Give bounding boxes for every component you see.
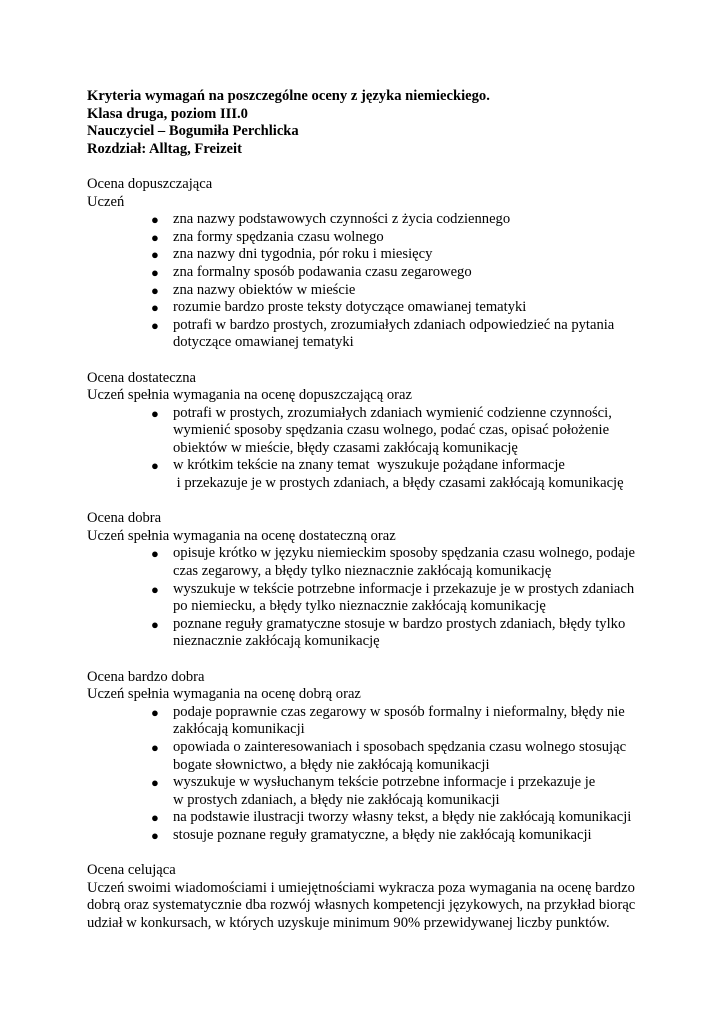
bullet-icon: ● [151,704,159,720]
section-intro: Uczeń spełnia wymagania na ocenę dobrą oraz [87,686,361,703]
criteria-item [87,545,647,580]
criteria-item [87,229,647,247]
criteria-item [87,282,647,300]
section-title: Ocena dostateczna [87,369,196,386]
criteria-item-line: zakłócają komunikacji [173,721,305,738]
document-header [87,88,647,158]
teacher-name: Nauczyciel – Bogumiła Perchlicka [87,123,299,140]
criteria-item-line: opisuje krótko w języku niemieckim sposoby spędzania czasu wolnego, podaje [173,545,636,562]
criteria-item [87,827,647,845]
criteria-item-line: zna nazwy dni tygodnia, pór roku i miesięcy [173,246,433,263]
grade-section [87,370,647,493]
criteria-item [87,739,647,774]
bullet-icon: ● [151,212,159,228]
criteria-item [87,246,647,264]
criteria-item [87,774,647,809]
bullet-icon: ● [151,282,159,298]
grade-section [87,176,647,352]
bullet-icon: ● [151,229,159,245]
section-intro: Uczeń [87,193,125,210]
criteria-item-line: w prostych zdaniach, a błędy nie zakłócają komunikacji [173,791,500,808]
criteria-item [87,704,647,739]
criteria-item [87,317,647,352]
criteria-item-line: dotyczące omawianej tematyki [173,334,354,351]
criteria-item-line: rozumie bardzo proste teksty dotyczące omawianej tematyki [173,299,527,316]
criteria-item-line: nieznacznie zakłócają komunikację [173,633,380,650]
bullet-icon: ● [151,247,159,263]
criteria-item-line: zna formy spędzania czasu wolnego [173,228,384,245]
grade-section [87,510,647,651]
grade-section [87,669,647,845]
grade-section-celujaca [87,862,647,932]
section-title: Ocena dopuszczająca [87,175,213,192]
bullet-icon: ● [151,581,159,597]
criteria-item-line: wyszukuje w tekście potrzebne informacje i przekazuje je w prostych zdaniach [173,580,635,597]
section-title: Ocena celująca [87,862,176,879]
criteria-item-line: bogate słownictwo, a błędy nie zakłócają komunikacji [173,756,490,773]
bullet-icon: ● [151,405,159,421]
criteria-item-line: zna nazwy podstawowych czynności z życia codziennego [173,211,511,228]
criteria-item [87,405,647,458]
criteria-item-line: po niemiecku, a błędy tylko nieznacznie zakłócają komunikację [173,598,546,615]
chapter-title: Rozdział: Alltag, Freizeit [87,140,242,157]
criteria-item-line: poznane reguły gramatyczne stosuje w bardzo prostych zdaniach, błędy tylko [173,615,626,632]
paragraph-line: Uczeń swoimi wiadomościami i umiejętnościami wykracza poza wymagania na ocenę bardzo [87,879,635,896]
bullet-icon: ● [151,810,159,826]
criteria-item [87,809,647,827]
bullet-icon: ● [151,317,159,333]
criteria-item-line: czas zegarowy, a błędy tylko nieznacznie zakłócają komunikację [173,563,552,580]
criteria-item-line: zna formalny sposób podawania czasu zegarowego [173,263,472,280]
bullet-icon: ● [151,458,159,474]
bullet-icon: ● [151,775,159,791]
document-title: Kryteria wymagań na poszczególne oceny z języka niemieckiego. [87,88,490,104]
document-page [87,88,647,933]
criteria-item [87,581,647,616]
section-title: Ocena bardzo dobra [87,668,205,685]
grade-sections [87,176,647,845]
bullet-icon: ● [151,739,159,755]
bullet-icon: ● [151,616,159,632]
section-title: Ocena dobra [87,510,162,527]
criteria-item-line: zna nazwy obiektów w mieście [173,281,356,298]
section-intro: Uczeń spełnia wymagania na ocenę dopuszczającą oraz [87,387,412,404]
criteria-list [87,211,647,352]
section-intro: Uczeń spełnia wymagania na ocenę dostateczną oraz [87,527,396,544]
paragraph-line: dobrą oraz systematycznie dba rozwój własnych kompetencji językowych, na przykład biorąc [87,897,636,914]
criteria-item-line: wymienić sposoby spędzania czasu wolnego, podać czas, opisać położenie [173,422,610,439]
bullet-icon: ● [151,827,159,843]
criteria-item-line: stosuje poznane reguły gramatyczne, a błędy nie zakłócają komunikacji [173,826,592,843]
criteria-item-line: i przekazuje je w prostych zdaniach, a błędy czasami zakłócają komunikację [173,475,624,492]
criteria-item-line: potrafi w prostych, zrozumiałych zdaniach wymienić codzienne czynności, [173,404,612,421]
criteria-item-line: na podstawie ilustracji tworzy własny tekst, a błędy nie zakłócają komunikacji [173,809,632,826]
criteria-item [87,211,647,229]
criteria-list [87,545,647,651]
bullet-icon: ● [151,264,159,280]
criteria-item [87,457,647,492]
criteria-item-line: obiektów w mieście, błędy czasami zakłócają komunikację [173,439,518,456]
criteria-list [87,405,647,493]
paragraph-line: udział w konkursach, w których uzyskuje minimum 90% przewidywanej liczby punktów. [87,914,610,931]
criteria-item [87,299,647,317]
criteria-item-line: podaje poprawnie czas zegarowy w sposób formalny i nieformalny, błędy nie [173,703,625,720]
criteria-list [87,704,647,845]
bullet-icon: ● [151,300,159,316]
criteria-item-line: wyszukuje w wysłuchanym tekście potrzebne informacje i przekazuje je [173,774,596,791]
criteria-item-line: opowiada o zainteresowaniach i sposobach spędzania czasu wolnego stosując [173,738,627,755]
criteria-item-line: potrafi w bardzo prostych, zrozumiałych zdaniach odpowiedzieć na pytania [173,316,615,333]
criteria-item [87,616,647,651]
class-level: Klasa druga, poziom III.0 [87,105,248,122]
bullet-icon: ● [151,546,159,562]
criteria-item-line: w krótkim tekście na znany temat wyszukuje pożądane informacje [173,457,565,474]
criteria-item [87,264,647,282]
